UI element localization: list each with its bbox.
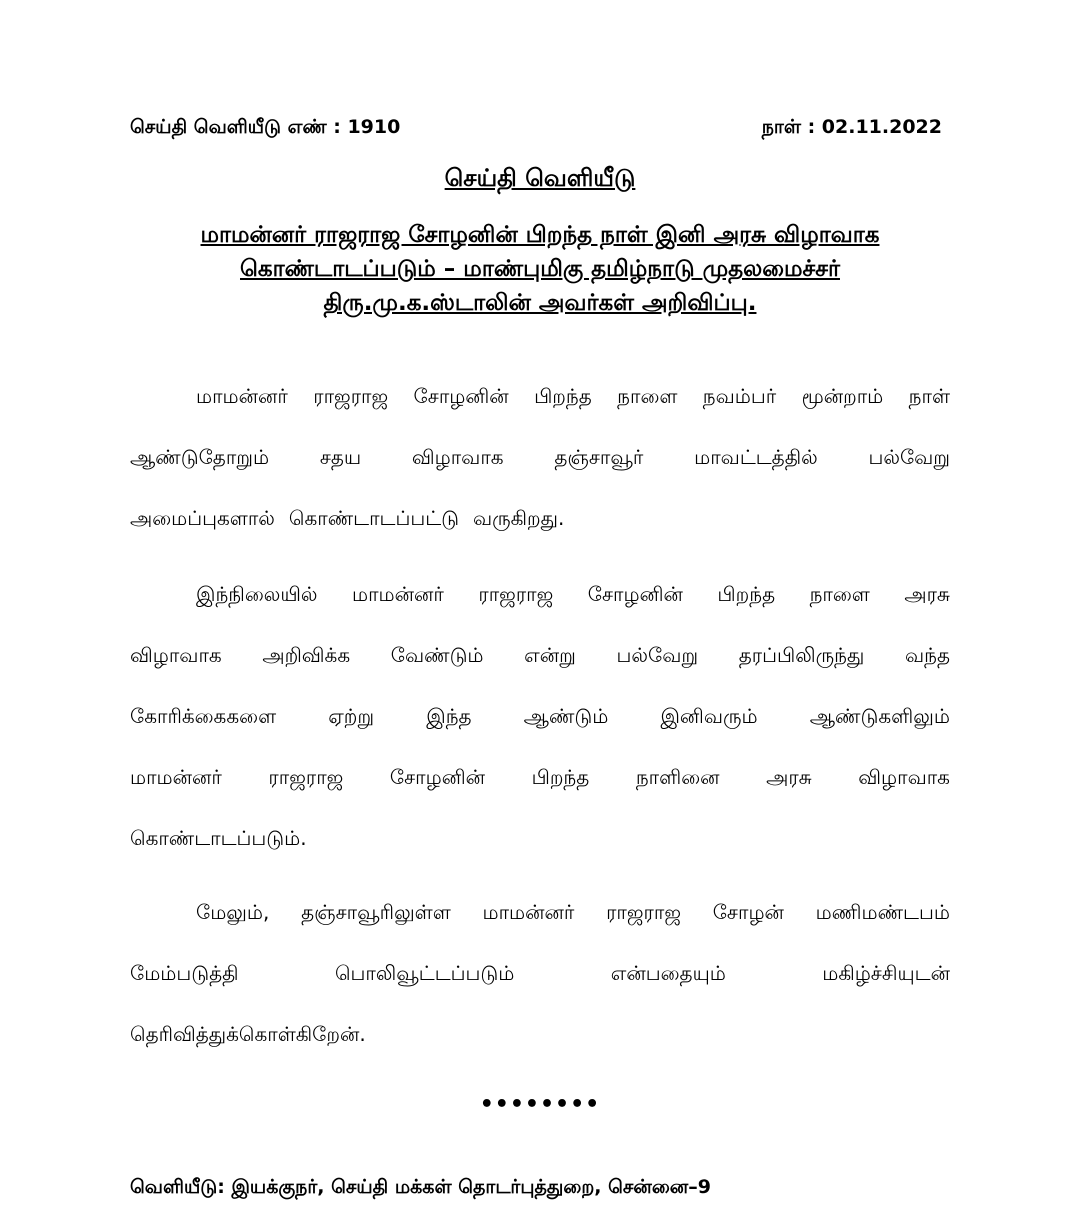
document-title: செய்தி வெளியீடு [444, 164, 636, 192]
paragraph-line [130, 427, 950, 488]
word: சோழனின் [413, 384, 509, 408]
word: ராஜராஜ [478, 582, 554, 606]
release-date: நாள் : 02.11.2022 [761, 116, 942, 138]
word: விழாவாக [858, 765, 950, 789]
word: என்று [524, 643, 576, 667]
word: சோழனின் [587, 582, 683, 606]
word: மூன்றாம் [801, 384, 884, 408]
word: ராஜராஜ [606, 900, 681, 924]
word: தெரிவித்துக்கொள்கிறேன். [130, 1022, 366, 1046]
paragraph-line [130, 564, 950, 625]
word: பொலிவூட்டப்படும் [334, 961, 515, 985]
word: சோழன் [712, 900, 784, 924]
paragraph-2 [130, 564, 950, 869]
paragraph-line [130, 366, 950, 427]
word: ஏற்று [328, 704, 375, 728]
word: மேம்படுத்தி [130, 961, 239, 985]
paragraph-line [130, 686, 950, 747]
word: வேண்டும் [390, 643, 484, 667]
word: ஆண்டுதோறும் [130, 445, 270, 469]
word: மாமன்னர் [482, 900, 575, 924]
word: நாளினை [635, 765, 720, 789]
paragraph-line [130, 882, 950, 943]
paragraph-1 [130, 366, 950, 549]
word: விழாவாக [130, 643, 222, 667]
word: மாமன்னர் [352, 582, 444, 606]
word: அமைப்புகளால் [130, 506, 275, 530]
release-number: செய்தி வெளியீடு எண் : 1910 [130, 116, 401, 138]
word: நாள் [908, 384, 950, 408]
word: பிறந்த [531, 765, 590, 789]
word: மகிழ்ச்சியுடன் [822, 961, 950, 985]
word: ராஜராஜ [313, 384, 389, 408]
word: என்பதையும் [610, 961, 726, 985]
word: நாளை [617, 384, 678, 408]
word: கோரிக்கைகளை [130, 704, 277, 728]
word: ஆண்டுகளிலும் [809, 704, 950, 728]
word: அரசு [766, 765, 812, 789]
word: நாளை [809, 582, 870, 606]
word: பிறந்த [717, 582, 776, 606]
word: பிறந்த [534, 384, 592, 408]
word: விழாவாக [411, 445, 504, 469]
paragraph-line [130, 808, 950, 869]
paragraph-line [130, 488, 950, 549]
word: ஆண்டும் [523, 704, 609, 728]
headline-line: திரு.மு.க.ஸ்டாலின் அவர்கள் அறிவிப்பு. [323, 290, 757, 316]
word: தஞ்சாவூர் [554, 445, 644, 469]
word: ராஜராஜ [268, 765, 344, 789]
word: தஞ்சாவூரிலுள்ள [301, 900, 451, 924]
paragraph-line [130, 625, 950, 686]
paragraph-line [130, 943, 950, 1004]
word: இனிவரும் [660, 704, 758, 728]
word: கொண்டாடப்பட்டு [288, 506, 459, 530]
word: நவம்பர் [702, 384, 777, 408]
word: கொண்டாடப்படும். [130, 826, 307, 850]
headline-line: கொண்டாடப்படும் – மாண்புமிகு தமிழ்நாடு முதலமைச்சர் [240, 256, 840, 282]
paragraph-line [130, 1004, 950, 1065]
word: மாமன்னர் [130, 765, 222, 789]
word: மேலும், [196, 900, 270, 924]
headline-line: மாமன்னர் ராஜராஜ சோழனின் பிறந்த நாள் இனி அரசு விழாவாக [200, 222, 880, 248]
word: சதய [319, 445, 362, 469]
word: வருகிறது. [472, 506, 565, 530]
word: இந்த [426, 704, 472, 728]
word: பல்வேறு [868, 445, 950, 469]
word: வந்த [904, 643, 950, 667]
end-marker: •••••••• [479, 1092, 601, 1117]
paragraph-3 [130, 882, 950, 1065]
word: அறிவிக்க [262, 643, 351, 667]
word: மாவட்டத்தில் [694, 445, 818, 469]
word: மாமன்னர் [196, 384, 288, 408]
word: இந்நிலையில் [196, 582, 318, 606]
word: தரப்பிலிருந்து [738, 643, 865, 667]
paragraph-line [130, 747, 950, 808]
headline [130, 218, 950, 320]
word: பல்வேறு [616, 643, 699, 667]
footer-credit: வெளியீடு: இயக்குநர், செய்தி மக்கள் தொடர்புத்துறை, சென்னை–9 [130, 1176, 711, 1198]
word: அரசு [904, 582, 950, 606]
word: மணிமண்டபம் [815, 900, 950, 924]
word: சோழனின் [389, 765, 486, 789]
